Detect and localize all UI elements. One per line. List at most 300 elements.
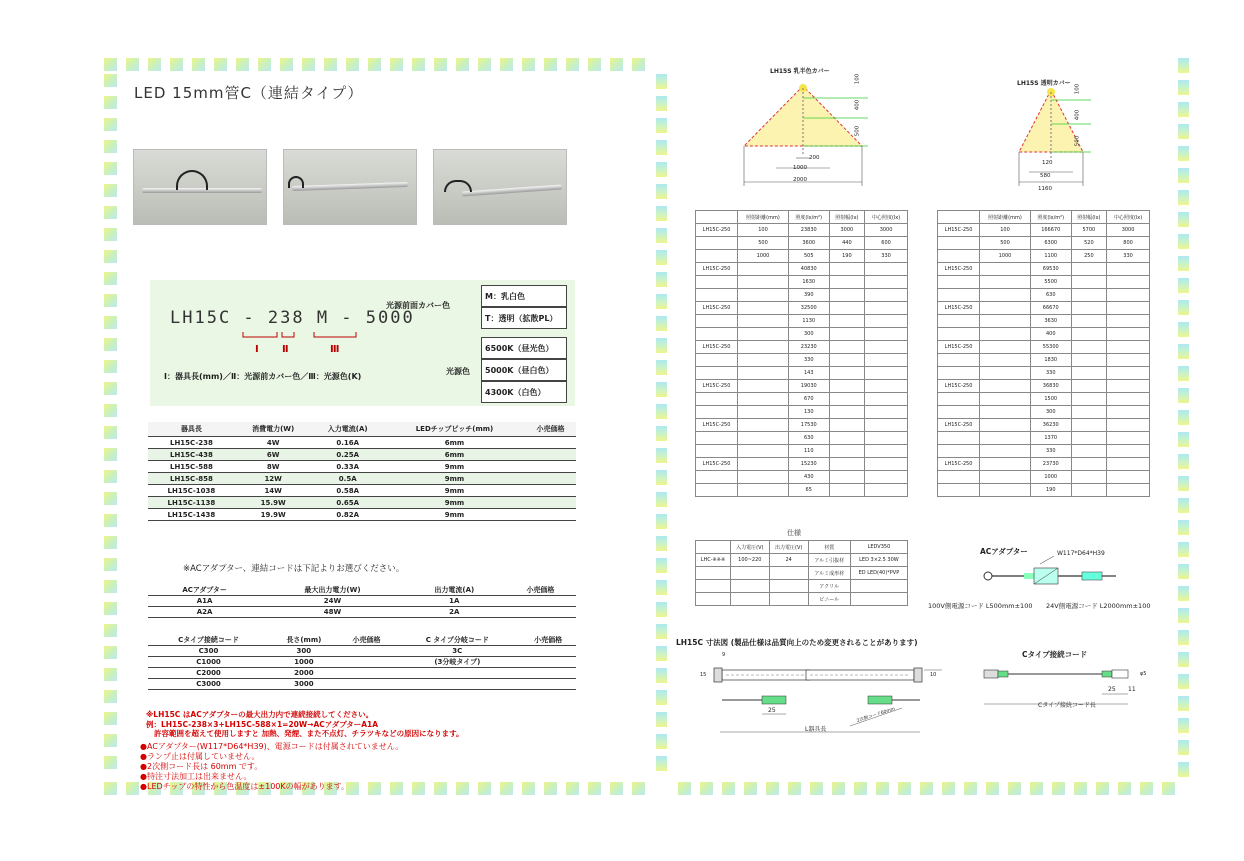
table-cell: 670 (788, 393, 829, 406)
c-cord-title: Cタイプ接続コード (1022, 650, 1088, 659)
table-cell (696, 406, 738, 419)
ac-right-cord: 24V側電源コード L2000mm±100 (1046, 602, 1151, 610)
border-square (412, 782, 425, 795)
table-cell: 3600 (788, 237, 829, 250)
border-square (810, 782, 823, 795)
table-row (696, 445, 908, 458)
border-square (566, 58, 579, 71)
table-cell (865, 367, 908, 380)
table-header: LEDチップピッチ(mm) (384, 422, 525, 437)
border-square (1178, 476, 1189, 491)
border-square (104, 712, 117, 725)
table-cell (525, 473, 576, 485)
table-cell: 250 (1071, 250, 1107, 263)
table-cell: 1830 (1030, 354, 1071, 367)
table-row (148, 596, 576, 607)
table-header: 小売価格 (505, 585, 576, 596)
table-row (696, 471, 908, 484)
note-item: ● LEDチップの特性から色温度は±100Kの幅があります。 (140, 782, 403, 792)
table-row (148, 657, 576, 668)
table-cell: 100~220 (730, 554, 769, 567)
table-cell: 330 (1030, 445, 1071, 458)
table-cell (696, 328, 738, 341)
table-cell: 3000 (829, 224, 865, 237)
table-row (148, 485, 576, 497)
border-square (324, 58, 337, 71)
table-cell (1107, 289, 1150, 302)
color-label: 光源色 (446, 367, 470, 376)
border-square (1178, 300, 1189, 315)
border-square (104, 140, 117, 153)
table-cell: LH15C-1038 (148, 485, 235, 497)
border-square (104, 118, 117, 131)
dimension-diagram (692, 648, 952, 736)
table-cell: LH15C-250 (696, 380, 738, 393)
table-cell: 1A (404, 596, 505, 607)
model-code-brackets (240, 330, 360, 344)
border-square (302, 58, 315, 71)
border-square (656, 602, 667, 617)
table-cell: 23830 (788, 224, 829, 237)
table-cell: 0.5A (311, 473, 383, 485)
beam-left-dim-500: 500 (854, 125, 861, 137)
border-square (656, 426, 667, 441)
beam-left-dim-200: 200 (809, 155, 820, 161)
table-row (938, 419, 1150, 432)
border-square (104, 624, 117, 637)
table-cell (738, 458, 789, 471)
table-row (696, 580, 908, 593)
beam-right-dim-1160: 1160 (1038, 186, 1052, 192)
table-cell: 19030 (788, 380, 829, 393)
table-row (696, 458, 908, 471)
border-square (500, 58, 513, 71)
border-square (1178, 168, 1189, 183)
table-cell (938, 445, 980, 458)
c-cord-25: 25 (1108, 686, 1116, 693)
table-cell: 166670 (1030, 224, 1071, 237)
table-cell: 390 (788, 289, 829, 302)
table-cell: 9mm (384, 509, 525, 521)
table-cell (980, 380, 1031, 393)
table-cell: 330 (1030, 367, 1071, 380)
c-cord-length: Cタイプ接続コード長 (1038, 702, 1096, 709)
border-square (1162, 782, 1175, 795)
table-cell (525, 461, 576, 473)
table-cell: C2000 (148, 668, 269, 679)
product-photo-2 (283, 149, 417, 225)
table-row (696, 263, 908, 276)
table-cell (1071, 263, 1107, 276)
ac-note: ※ACアダプター、連結コードは下記よりお選びください。 (183, 564, 405, 574)
beam-right-dim-100: 100 (1074, 83, 1081, 95)
table-cell (1071, 380, 1107, 393)
border-square (104, 272, 117, 285)
border-square (192, 58, 205, 71)
table-cell: A2A (148, 607, 261, 618)
border-square (656, 140, 667, 155)
table-cell: 1500 (1030, 393, 1071, 406)
table-header: 中心照度(lx) (1107, 211, 1150, 224)
dim-label-15: 15 (700, 672, 707, 678)
table-cell (1107, 276, 1150, 289)
beam-left-title: LH15S 乳半色カバー (770, 68, 830, 75)
border-square (280, 58, 293, 71)
table-cell (938, 289, 980, 302)
table-cell (865, 458, 908, 471)
table-cell: C1000 (148, 657, 269, 668)
page-title: LED 15mm管C（連結タイプ） (134, 84, 364, 102)
table-header: 最大出力電力(W) (261, 585, 404, 596)
table-cell: 9mm (384, 497, 525, 509)
table-row (938, 354, 1150, 367)
border-square (832, 782, 845, 795)
border-square (104, 316, 117, 329)
table-row (148, 497, 576, 509)
table-cell (738, 263, 789, 276)
border-square (1178, 410, 1189, 425)
table-cell (980, 302, 1031, 315)
border-square (478, 782, 491, 795)
cover-option-t: T：透明（拡散PL） (481, 307, 567, 329)
table-cell (1071, 445, 1107, 458)
table-row (938, 367, 1150, 380)
table-cell: 9mm (384, 473, 525, 485)
border-square (656, 624, 667, 639)
table-cell (696, 250, 738, 263)
warning-line: 例：LH15C-238×3+LH15C-588×1=20W→ACアダプターA1A (146, 719, 379, 729)
table-row (938, 458, 1150, 471)
table-cell (339, 646, 395, 657)
table-cell (339, 668, 395, 679)
table-cell (738, 302, 789, 315)
table-cell: 6mm (384, 437, 525, 449)
note-item: ● 特注寸法加工は出来ません。 (140, 772, 403, 782)
border-square (1178, 322, 1189, 337)
ac-adapter-diagram (978, 556, 1138, 600)
table-cell (865, 432, 908, 445)
table-row (696, 567, 908, 580)
table-cell (865, 445, 908, 458)
table-row (696, 419, 908, 432)
table-cell (339, 657, 395, 668)
border-square (656, 338, 667, 353)
border-square (656, 646, 667, 661)
table-header: 照度(lx/m²) (788, 211, 829, 224)
legend-3: Ⅲ：光源色(K) (308, 372, 362, 381)
table-cell (520, 646, 576, 657)
table-cell (696, 484, 738, 497)
table-cell (1071, 471, 1107, 484)
table-cell (1071, 419, 1107, 432)
border-square (1178, 520, 1189, 535)
beam-right-dim-400: 400 (1074, 109, 1081, 121)
table-cell (1107, 341, 1150, 354)
border-square (1178, 102, 1189, 117)
table-cell: LH15C-238 (148, 437, 235, 449)
table-cell (850, 593, 907, 606)
table-cell: 520 (1071, 237, 1107, 250)
table-cell: LH15C-250 (938, 458, 980, 471)
table-cell: (3分岐タイプ) (394, 657, 520, 668)
table-cell: 32500 (788, 302, 829, 315)
table-cell: 110 (788, 445, 829, 458)
border-square (1096, 782, 1109, 795)
border-square (1178, 212, 1189, 227)
border-square (656, 360, 667, 375)
border-square (104, 492, 117, 505)
roman-3: Ⅲ (330, 344, 340, 355)
table-cell: 14W (235, 485, 312, 497)
table-cell (1071, 432, 1107, 445)
table-cell: ED LED(40)*PVP (850, 567, 907, 580)
border-square (104, 162, 117, 175)
table-cell: A1A (148, 596, 261, 607)
table-header: 小売価格 (339, 635, 395, 646)
beam-right-dim-580: 580 (1040, 173, 1051, 179)
border-square (104, 536, 117, 549)
border-square (434, 782, 447, 795)
spec-table (148, 422, 576, 521)
table-cell: 40830 (788, 263, 829, 276)
table-cell (1107, 445, 1150, 458)
table-cell (339, 679, 395, 690)
table-header: 出力電圧(V) (769, 541, 808, 554)
border-square (766, 782, 779, 795)
border-square (500, 782, 513, 795)
border-square (104, 690, 117, 703)
cover-label: 光源前面カバー色 (386, 301, 450, 310)
table-cell: 6W (235, 449, 312, 461)
color-option-6500: 6500K（昼光色） (481, 337, 567, 359)
table-header: 入力電流(A) (311, 422, 383, 437)
border-square (104, 96, 117, 109)
table-row (938, 406, 1150, 419)
table-cell (980, 445, 1031, 458)
table-cell (938, 276, 980, 289)
table-cell: LH15C-1438 (148, 509, 235, 521)
table-row (148, 607, 576, 618)
table-row (696, 554, 908, 567)
table-cell (865, 289, 908, 302)
border-square (656, 74, 667, 89)
table-cell: 330 (865, 250, 908, 263)
table-row (938, 471, 1150, 484)
border-square (942, 782, 955, 795)
table-cell: LH15C-250 (696, 302, 738, 315)
table-header: 出力電流(A) (404, 585, 505, 596)
warning-line: ※LH15C はACアダプターの最大出力内で連続接続してください。 (146, 710, 374, 719)
border-square (544, 58, 557, 71)
border-square (390, 58, 403, 71)
table-cell: 1370 (1030, 432, 1071, 445)
table-cell: 3630 (1030, 315, 1071, 328)
border-square (632, 58, 645, 71)
border-square (1118, 782, 1131, 795)
table-cell (1107, 458, 1150, 471)
table-cell (1107, 484, 1150, 497)
border-square (1178, 146, 1189, 161)
table-cell: LH15C-250 (696, 419, 738, 432)
table-cell (980, 458, 1031, 471)
table-row (696, 250, 908, 263)
table-cell: 5500 (1030, 276, 1071, 289)
table-row (696, 302, 908, 315)
table-row (148, 679, 576, 690)
table-row (938, 341, 1150, 354)
table-cell: 300 (1030, 406, 1071, 419)
border-square (104, 404, 117, 417)
table-cell (980, 484, 1031, 497)
table-header: 照度(lx/m²) (1030, 211, 1071, 224)
dim-label-25: 25 (768, 707, 776, 714)
table-cell: 500 (980, 237, 1031, 250)
table-row (696, 380, 908, 393)
product-photo-1 (133, 149, 267, 225)
table-header: 照射距離(mm) (738, 211, 789, 224)
table-header: ACアダプター (148, 585, 261, 596)
table-cell: 505 (788, 250, 829, 263)
border-square (104, 360, 117, 373)
border-square (656, 316, 667, 331)
table-cell (525, 497, 576, 509)
table-row (696, 367, 908, 380)
border-square (1178, 542, 1189, 557)
table-cell: アルミ引抜材 (808, 554, 850, 567)
table-row (696, 224, 908, 237)
table-cell (1107, 380, 1150, 393)
table-row (938, 237, 1150, 250)
border-square (678, 782, 691, 795)
table-cell (938, 328, 980, 341)
table-cell: 0.65A (311, 497, 383, 509)
table-row (696, 341, 908, 354)
border-square (656, 294, 667, 309)
table-cell (980, 419, 1031, 432)
table-cell (980, 289, 1031, 302)
border-square (656, 668, 667, 683)
table-cell (1107, 302, 1150, 315)
table-row (696, 289, 908, 302)
table-cell: LH15C-858 (148, 473, 235, 485)
border-square (368, 58, 381, 71)
border-square (876, 782, 889, 795)
table-cell: 3000 (865, 224, 908, 237)
table-cell (394, 679, 520, 690)
table-row (938, 289, 1150, 302)
border-square (632, 782, 645, 795)
table-cell: 1000 (738, 250, 789, 263)
table-row (938, 315, 1150, 328)
table-cell (938, 237, 980, 250)
table-cell (696, 315, 738, 328)
table-row (148, 668, 576, 679)
border-square (104, 382, 117, 395)
border-square (1178, 740, 1189, 755)
table-cell: 6300 (1030, 237, 1071, 250)
beam-right-dim-120: 120 (1042, 160, 1053, 166)
border-square (920, 782, 933, 795)
table-row (148, 646, 576, 657)
table-cell (525, 437, 576, 449)
table-cell: LH15C-250 (696, 224, 738, 237)
table-cell (696, 567, 731, 580)
border-square (722, 782, 735, 795)
table-cell: LH15C-250 (938, 419, 980, 432)
border-square (522, 58, 535, 71)
table-cell: 5700 (1071, 224, 1107, 237)
table-cell (525, 509, 576, 521)
table-row (938, 432, 1150, 445)
border-square (258, 58, 271, 71)
table-row (938, 250, 1150, 263)
c-cord-11: 11 (1128, 686, 1136, 693)
table-cell: 1130 (788, 315, 829, 328)
table-cell (525, 485, 576, 497)
border-square (656, 96, 667, 111)
table-cell (1107, 263, 1150, 276)
legend-1: Ⅰ：器具長(mm)／ (164, 372, 231, 381)
table-header: 小売価格 (525, 422, 576, 437)
border-square (744, 782, 757, 795)
border-square (656, 580, 667, 595)
table-cell (1071, 393, 1107, 406)
table-cell (738, 341, 789, 354)
table-cell (738, 367, 789, 380)
ac-adapter-table (148, 585, 576, 618)
table-cell: ビニール (808, 593, 850, 606)
cover-option-m: M：乳白色 (481, 285, 567, 307)
table-cell (829, 471, 865, 484)
table-row (938, 224, 1150, 237)
border-square (236, 58, 249, 71)
beam-left-dim-400: 400 (854, 99, 861, 111)
roman-2: Ⅱ (282, 344, 289, 355)
table-cell: 800 (1107, 237, 1150, 250)
border-square (1178, 564, 1189, 579)
border-square (588, 58, 601, 71)
table-cell: 0.82A (311, 509, 383, 521)
table-cell (938, 354, 980, 367)
border-square (104, 448, 117, 461)
border-square (656, 118, 667, 133)
table-cell (829, 263, 865, 276)
table-cell (696, 580, 731, 593)
color-option-4300: 4300K（白色） (481, 381, 567, 403)
table-cell: 630 (1030, 289, 1071, 302)
beam-diagram-left (736, 74, 871, 192)
table-cell: アルミ成形材 (808, 567, 850, 580)
table-row (148, 449, 576, 461)
border-square (1140, 782, 1153, 795)
border-square (566, 782, 579, 795)
table-cell (696, 276, 738, 289)
table-cell (738, 380, 789, 393)
border-square (1178, 498, 1189, 513)
table-cell (865, 471, 908, 484)
border-square (1178, 124, 1189, 139)
table-cell (696, 445, 738, 458)
table-header: 照射距離(mm) (980, 211, 1031, 224)
cord-table (148, 635, 576, 690)
table-cell (938, 393, 980, 406)
table-cell (738, 484, 789, 497)
table-cell (696, 471, 738, 484)
border-square (656, 272, 667, 287)
table-cell (696, 432, 738, 445)
border-square (544, 782, 557, 795)
table-cell (738, 432, 789, 445)
